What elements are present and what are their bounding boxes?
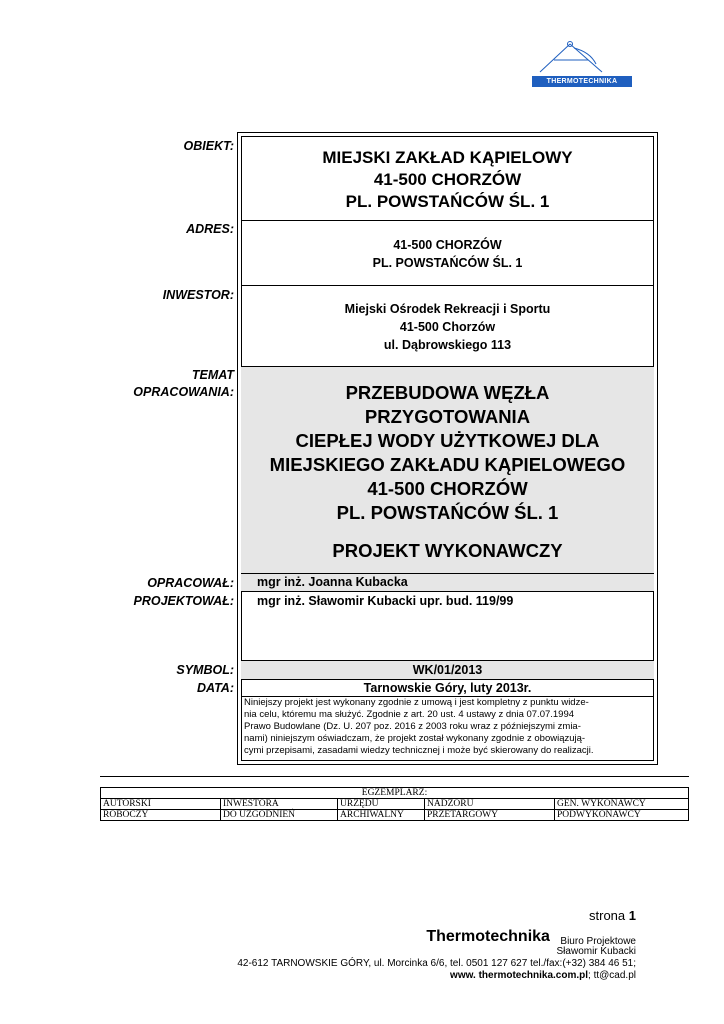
table-row [101, 799, 689, 810]
company-name: Thermotechnika [426, 928, 550, 945]
note-line: Niniejszy projekt jest wykonany zgodnie z umową i jest kompletny z punktu widze- [244, 697, 589, 708]
label-opracowal: OPRACOWAŁ: [147, 576, 234, 590]
adres-block [241, 236, 654, 272]
table-cell: ARCHIWALNY [338, 810, 425, 821]
page-label: strona [589, 908, 626, 923]
table-cell: AUTORSKI [101, 799, 221, 810]
table-cell: PRZETARGOWY [425, 810, 555, 821]
logo-text: THERMOTECHNIKA [532, 76, 632, 87]
divider [100, 776, 689, 777]
divider [241, 220, 654, 221]
temat-line: PRZEBUDOWA WĘZŁA [345, 382, 550, 403]
adres-line: PL. POWSTAŃCÓW ŚL. 1 [372, 256, 523, 270]
footer-address: 42-612 TARNOWSKIE GÓRY, ul. Morcinka 6/6, tel. 0501 127 627 tel./fax:(+32) 384 46 51; [237, 958, 636, 969]
symbol-value: WK/01/2013 [241, 661, 654, 679]
adres-line: 41-500 CHORZÓW [393, 238, 502, 252]
obiekt-line: MIEJSKI ZAKŁAD KĄPIELOWY [322, 148, 573, 167]
inwestor-line: Miejski Ośrodek Rekreacji i Sportu [344, 302, 551, 316]
biuro-text: Biuro Projektowe [560, 936, 636, 947]
inwestor-line: 41-500 Chorzów [399, 320, 496, 334]
table-cell: NADZORU [425, 799, 555, 810]
email-link[interactable]: ; tt@cad.pl [588, 970, 636, 981]
data-value: Tarnowskie Góry, luty 2013r. [363, 681, 532, 695]
note-line: nami) niniejszym oświadczam, że projekt został wykonany zgodnie z obowiązują- [244, 733, 586, 744]
temat-line: 41-500 CHORZÓW [367, 478, 528, 499]
table-cell: DO UZGODNIEŃ [221, 810, 338, 821]
company-logo [530, 38, 634, 92]
label-obiekt: OBIEKT: [183, 139, 234, 153]
note-line: nia celu, któremu ma służyć. Zgodnie z art. 20 ust. 4 ustawy z dnia 07.07.1994 [244, 709, 575, 720]
egzemplarz-table [100, 787, 689, 821]
inwestor-line: ul. Dąbrowskiego 113 [383, 338, 512, 352]
table-cell: INWESTORA [221, 799, 338, 810]
table-row [101, 810, 689, 821]
label-data: DATA: [196, 681, 234, 695]
temat-line: PRZYGOTOWANIA [364, 406, 531, 427]
table-cell: URZĘDU [338, 799, 425, 810]
divider [241, 285, 654, 286]
label-symbol: SYMBOL: [176, 663, 234, 677]
compass-logo-icon [530, 38, 634, 78]
table-cell: ROBOCZY [101, 810, 221, 821]
obiekt-line: PL. POWSTAŃCÓW ŚL. 1 [345, 192, 550, 211]
inwestor-block [241, 300, 654, 354]
declaration-note [244, 697, 651, 757]
label-temat: TEMAT [191, 368, 234, 382]
website-link[interactable]: www. thermotechnika.com.pl [450, 970, 589, 981]
opracowal-value: mgr inż. Joanna Kubacka [241, 574, 654, 591]
table-header: EGZEMPLARZ: [101, 788, 689, 799]
page-num: 1 [628, 908, 636, 923]
table-cell: GEN. WYKONAWCY [555, 799, 689, 810]
label-projektowal: PROJEKTOWAŁ: [133, 594, 234, 608]
note-line: Prawo Budowlane (Dz. U. 207 poz. 2016 z 2003 roku wraz z późniejszymi zmia- [244, 721, 581, 732]
divider [241, 591, 654, 592]
table-row [101, 788, 689, 799]
temat-block [241, 367, 654, 573]
label-opracowania: OPRACOWANIA: [133, 385, 234, 399]
projekt-type: PROJEKT WYKONAWCZY [332, 540, 563, 561]
table-cell: PODWYKONAWCY [555, 810, 689, 821]
note-line: cymi przepisami, zasadami wiedzy technicznej i może być skierowany do realizacji. [244, 745, 594, 756]
temat-line: MIEJSKIEGO ZAKŁADU KĄPIELOWEGO [269, 454, 626, 475]
footer-contact [450, 970, 636, 981]
projektowal-value: mgr inż. Sławomir Kubacki upr. bud. 119/99 [257, 594, 514, 608]
page-number [589, 908, 636, 923]
obiekt-line: 41-500 CHORZÓW [373, 170, 522, 189]
temat-line: PL. POWSTAŃCÓW ŚL. 1 [336, 502, 559, 523]
company-line [426, 928, 636, 947]
person-name: Sławomir Kubacki [556, 946, 636, 957]
label-inwestor: INWESTOR: [162, 288, 234, 302]
temat-line: CIEPŁEJ WODY UŻYTKOWEJ DLA [295, 430, 600, 451]
label-adres: ADRES: [186, 222, 234, 236]
obiekt-block [241, 147, 654, 213]
